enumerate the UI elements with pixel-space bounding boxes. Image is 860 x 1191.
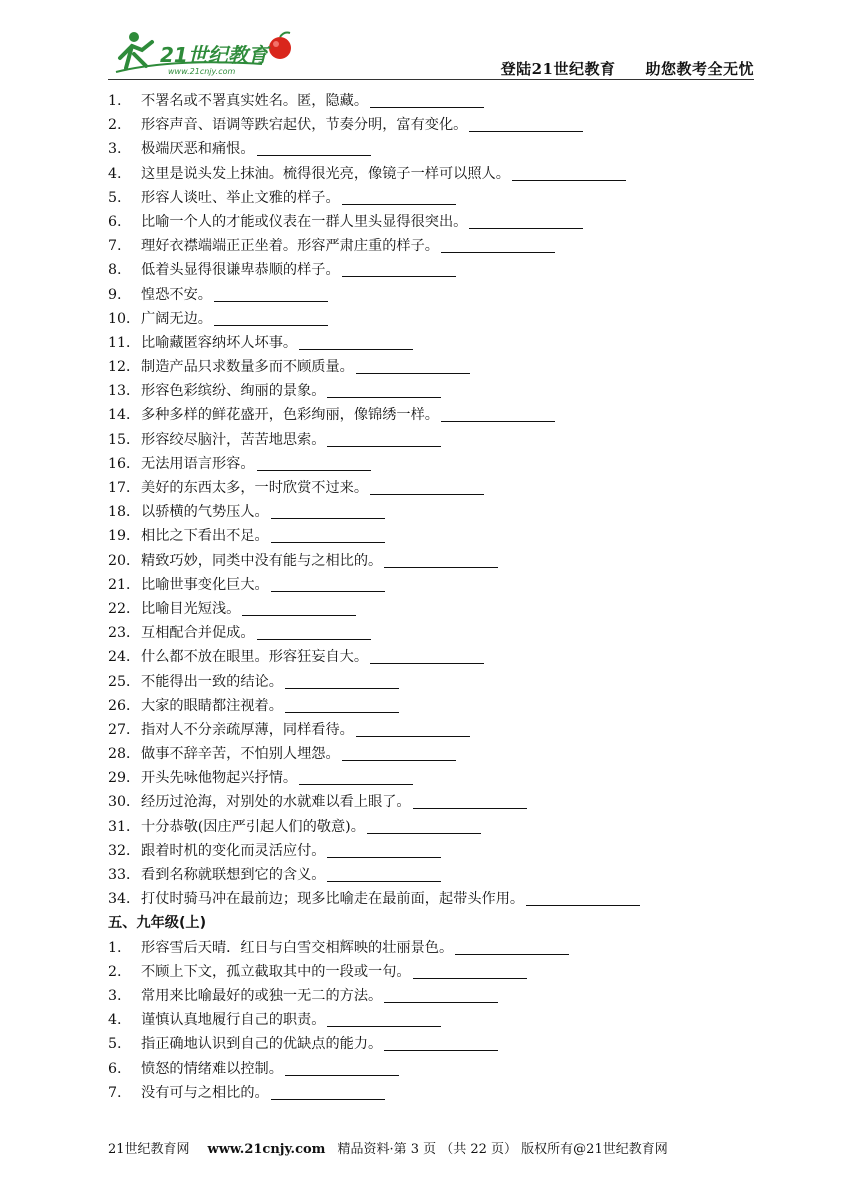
list-item: 9. 惶恐不安。 <box>108 283 758 307</box>
answer-blank[interactable] <box>384 552 498 568</box>
list-item: 3. 常用来比喻最好的或独一无二的方法。 <box>108 984 758 1008</box>
list-item: 25．不能得出一致的结论。 <box>108 670 758 694</box>
footer-page-info: 精品资料·第 3 页 （共 22 页） 版权所有@21世纪教育网 <box>337 1142 668 1157</box>
answer-blank[interactable] <box>342 745 456 761</box>
list-item: 12．制造产品只求数量多而不顾质量。 <box>108 355 758 379</box>
list-item: 11．比喻藏匿容纳坏人坏事。 <box>108 331 758 355</box>
answer-blank[interactable] <box>327 431 441 447</box>
list-item: 19．相比之下看出不足。 <box>108 524 758 548</box>
list-item: 26．大家的眼睛都注视着。 <box>108 694 758 718</box>
answer-blank[interactable] <box>327 866 441 882</box>
answer-blank[interactable] <box>370 92 484 108</box>
answer-blank[interactable] <box>257 455 371 471</box>
footer-url[interactable]: www.21cnjy.com <box>207 1142 326 1157</box>
answer-blank[interactable] <box>370 479 484 495</box>
list-item: 16．无法用语言形容。 <box>108 452 758 476</box>
question-list <box>108 89 758 1105</box>
section-heading: 五、九年级(上) <box>108 915 207 932</box>
answer-blank[interactable] <box>469 116 583 132</box>
list-item: 28．做事不辞辛苦，不怕别人埋怨。 <box>108 742 758 766</box>
answer-blank[interactable] <box>257 624 371 640</box>
list-item: 31．十分恭敬(因庄严引起人们的敬意)。 <box>108 815 758 839</box>
list-item: 3. 极端厌恶和痛恨。 <box>108 137 758 161</box>
answer-blank[interactable] <box>367 818 481 834</box>
logo <box>112 28 312 78</box>
answer-blank[interactable] <box>271 527 385 543</box>
answer-blank[interactable] <box>455 939 569 955</box>
list-item: 6. 比喻一个人的才能或仪表在一群人里头显得很突出。 <box>108 210 758 234</box>
answer-blank[interactable] <box>356 358 470 374</box>
list-item: 27．指对人不分亲疏厚薄，同样看待。 <box>108 718 758 742</box>
list-item: 34．打仗时骑马冲在最前边；现多比喻走在最前面，起带头作用。 <box>108 887 758 911</box>
list-item: 6. 愤怒的情绪难以控制。 <box>108 1057 758 1081</box>
answer-blank[interactable] <box>384 1035 498 1051</box>
list-item: 23．互相配合并促成。 <box>108 621 758 645</box>
page-header <box>108 28 754 80</box>
footer-site: 21世纪教育网 <box>108 1142 190 1157</box>
answer-blank[interactable] <box>512 165 626 181</box>
list-item: 33．看到名称就联想到它的含义。 <box>108 863 758 887</box>
answer-blank[interactable] <box>356 721 470 737</box>
list-item: 7. 没有可与之相比的。 <box>108 1081 758 1105</box>
list-item: 17．美好的东西太多，一时欣赏不过来。 <box>108 476 758 500</box>
answer-blank[interactable] <box>342 189 456 205</box>
list-item: 14．多种多样的鲜花盛开，色彩绚丽，像锦绣一样。 <box>108 403 758 427</box>
answer-blank[interactable] <box>271 1084 385 1100</box>
answer-blank[interactable] <box>299 334 413 350</box>
answer-blank[interactable] <box>441 406 555 422</box>
header-rule <box>108 79 754 80</box>
answer-blank[interactable] <box>257 140 371 156</box>
answer-blank[interactable] <box>384 987 498 1003</box>
answer-blank[interactable] <box>342 261 456 277</box>
answer-blank[interactable] <box>469 213 583 229</box>
list-item: 4. 这里是说头发上抹油。梳得很光亮，像镜子一样可以照人。 <box>108 162 758 186</box>
answer-blank[interactable] <box>327 1011 441 1027</box>
list-item: 24．什么都不放在眼里。形容狂妄自大。 <box>108 645 758 669</box>
answer-blank[interactable] <box>242 600 356 616</box>
slogan-left: 登陆21世纪教育 <box>500 60 616 78</box>
answer-blank[interactable] <box>526 890 640 906</box>
list-item: 4. 谨慎认真地履行自己的职责。 <box>108 1008 758 1032</box>
logo-url: www.21cnjy.com <box>168 67 236 76</box>
list-item: 10．广阔无边。 <box>108 307 758 331</box>
answer-blank[interactable] <box>441 237 555 253</box>
list-item: 22．比喻目光短浅。 <box>108 597 758 621</box>
answer-blank[interactable] <box>327 842 441 858</box>
list-item: 13．形容色彩缤纷、绚丽的景象。 <box>108 379 758 403</box>
list-item: 8. 低着头显得很谦卑恭顺的样子。 <box>108 258 758 282</box>
answer-blank[interactable] <box>370 648 484 664</box>
list-item: 21．比喻世事变化巨大。 <box>108 573 758 597</box>
answer-blank[interactable] <box>285 673 399 689</box>
answer-blank[interactable] <box>413 793 527 809</box>
page-footer <box>108 1138 668 1157</box>
list-item: 30．经历过沧海，对别处的水就难以看上眼了。 <box>108 790 758 814</box>
header-slogan <box>501 58 754 79</box>
list-item: 5. 形容人谈吐、举止文雅的样子。 <box>108 186 758 210</box>
answer-blank[interactable] <box>413 963 527 979</box>
answer-blank[interactable] <box>271 503 385 519</box>
list-item: 20．精致巧妙，同类中没有能与之相比的。 <box>108 549 758 573</box>
list-item: 32．跟着时机的变化而灵活应付。 <box>108 839 758 863</box>
list-item: 5. 指正确地认识到自己的优缺点的能力。 <box>108 1032 758 1056</box>
list-item: 1. 形容雪后天晴．红日与白雪交相辉映的壮丽景色。 <box>108 936 758 960</box>
answer-blank[interactable] <box>214 310 328 326</box>
list-item: 2. 不顾上下文，孤立截取其中的一段或一句。 <box>108 960 758 984</box>
list-item: 7. 理好衣襟端端正正坐着。形容严肃庄重的样子。 <box>108 234 758 258</box>
answer-blank[interactable] <box>214 286 328 302</box>
answer-blank[interactable] <box>299 769 413 785</box>
slogan-right: 助您教考全无忧 <box>645 60 754 78</box>
list-item: 1. 不署名或不署真实姓名。匿，隐藏。 <box>108 89 758 113</box>
answer-blank[interactable] <box>327 382 441 398</box>
list-item: 18．以骄横的气势压人。 <box>108 500 758 524</box>
list-item: 2. 形容声音、语调等跌宕起伏，节奏分明，富有变化。 <box>108 113 758 137</box>
list-item: 29．开头先咏他物起兴抒情。 <box>108 766 758 790</box>
answer-blank[interactable] <box>285 1060 399 1076</box>
logo-text: 21世纪教育 <box>160 43 268 67</box>
list-item: 15．形容绞尽脑汁，苦苦地思索。 <box>108 428 758 452</box>
answer-blank[interactable] <box>271 576 385 592</box>
answer-blank[interactable] <box>285 697 399 713</box>
